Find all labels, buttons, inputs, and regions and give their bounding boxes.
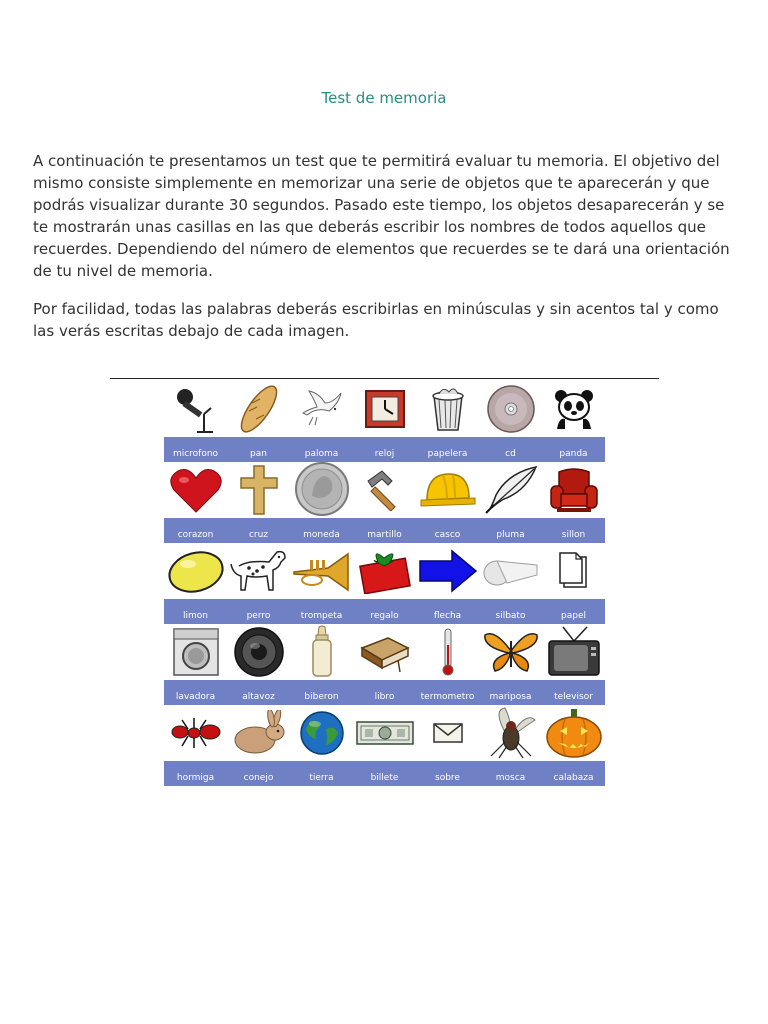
label-panda: panda bbox=[559, 449, 588, 459]
label-flecha: flecha bbox=[433, 611, 462, 621]
bread-icon bbox=[227, 381, 290, 436]
label-tierra: tierra bbox=[309, 773, 334, 783]
grid-row bbox=[164, 624, 605, 705]
label-moneda: moneda bbox=[303, 530, 340, 540]
label-corazon: corazon bbox=[177, 530, 214, 540]
fly-icon bbox=[479, 705, 542, 760]
hardhat-icon bbox=[416, 462, 479, 517]
label-biberon: biberon bbox=[304, 692, 339, 702]
objects-grid bbox=[164, 381, 605, 786]
microphone-icon bbox=[164, 381, 227, 436]
gift-icon bbox=[353, 543, 416, 598]
cross-icon bbox=[227, 462, 290, 517]
label-regalo: regalo bbox=[370, 611, 399, 621]
label-lavadora: lavadora bbox=[175, 692, 216, 702]
label-band bbox=[164, 599, 605, 624]
label-altavoz: altavoz bbox=[242, 692, 275, 702]
instructions-paragraph: Por facilidad, todas las palabras deberás escribirlas en minúsculas y sin acentos tal y como las verás escritas debajo de cada imagen. bbox=[33, 300, 719, 340]
label-sobre: sobre bbox=[435, 773, 460, 783]
butterfly-icon bbox=[479, 624, 542, 679]
globe-icon bbox=[290, 705, 353, 760]
label-conejo: conejo bbox=[243, 773, 274, 783]
lemon-icon bbox=[164, 543, 227, 598]
washing-machine-icon bbox=[164, 624, 227, 679]
grid-row bbox=[164, 705, 605, 786]
label-trompeta: trompeta bbox=[300, 611, 343, 621]
trumpet-icon bbox=[290, 543, 353, 598]
heart-icon bbox=[164, 462, 227, 517]
speaker-icon bbox=[227, 624, 290, 679]
envelope-icon bbox=[416, 705, 479, 760]
label-pan: pan bbox=[250, 449, 267, 459]
pumpkin-icon bbox=[542, 705, 605, 760]
coin-icon bbox=[290, 462, 353, 517]
intro-paragraph: A continuación te presentamos un test que te permitirá evaluar tu memoria. El objetivo del mismo consiste simplemente en memorizar una serie de objetos que te aparecerán y que podrás visualizar durante 30 segundos. Pasado este tiempo, los objetos desaparecerán y se te mostrarán unas casillas en las que deberás escribir los nombres de todos aquellos que recuerdes. Dependiendo del número de elementos que recuerdes se te dará una orientación de tu nivel de memoria. bbox=[33, 152, 730, 280]
page-title: Test de memoria bbox=[321, 89, 447, 107]
label-reloj: reloj bbox=[374, 449, 395, 459]
label-silbato: silbato bbox=[495, 611, 526, 621]
arrow-icon bbox=[416, 543, 479, 598]
label-termometro: termometro bbox=[420, 692, 475, 702]
paper-icon bbox=[542, 543, 605, 598]
wastebasket-icon bbox=[416, 381, 479, 436]
label-band bbox=[164, 518, 605, 543]
baby-bottle-icon bbox=[290, 624, 353, 679]
label-paloma: paloma bbox=[304, 449, 339, 459]
panda-icon bbox=[542, 381, 605, 436]
television-icon bbox=[542, 624, 605, 679]
label-microfono: microfono bbox=[172, 449, 219, 459]
label-casco: casco bbox=[434, 530, 461, 540]
grid-row bbox=[164, 462, 605, 543]
label-martillo: martillo bbox=[367, 530, 402, 540]
label-cd: cd bbox=[505, 449, 516, 459]
hammer-icon bbox=[353, 462, 416, 517]
label-mosca: mosca bbox=[495, 773, 526, 783]
armchair-icon bbox=[542, 462, 605, 517]
dove-icon bbox=[290, 381, 353, 436]
cd-icon bbox=[479, 381, 542, 436]
label-band bbox=[164, 761, 605, 786]
ant-icon bbox=[164, 705, 227, 760]
label-billete: billete bbox=[370, 773, 399, 783]
label-mariposa: mariposa bbox=[489, 692, 532, 702]
label-sillon: sillon bbox=[561, 530, 586, 540]
clock-icon bbox=[353, 381, 416, 436]
label-calabaza: calabaza bbox=[553, 773, 594, 783]
label-cruz: cruz bbox=[248, 530, 269, 540]
thermometer-icon bbox=[416, 624, 479, 679]
label-papel: papel bbox=[561, 611, 586, 621]
banknote-icon bbox=[353, 705, 416, 760]
book-icon bbox=[353, 624, 416, 679]
label-libro: libro bbox=[374, 692, 395, 702]
quill-icon bbox=[479, 462, 542, 517]
label-band bbox=[164, 437, 605, 462]
label-pluma: pluma bbox=[496, 530, 525, 540]
label-band bbox=[164, 680, 605, 705]
dog-icon bbox=[227, 543, 290, 598]
label-papelera: papelera bbox=[427, 449, 468, 459]
label-limon: limon bbox=[183, 611, 208, 621]
grid-row bbox=[164, 381, 605, 462]
label-televisor: televisor bbox=[554, 692, 593, 702]
grid-row bbox=[164, 543, 605, 624]
label-perro: perro bbox=[246, 611, 271, 621]
divider bbox=[110, 378, 659, 379]
rabbit-icon bbox=[227, 705, 290, 760]
whistle-icon bbox=[479, 543, 542, 598]
label-hormiga: hormiga bbox=[176, 773, 215, 783]
